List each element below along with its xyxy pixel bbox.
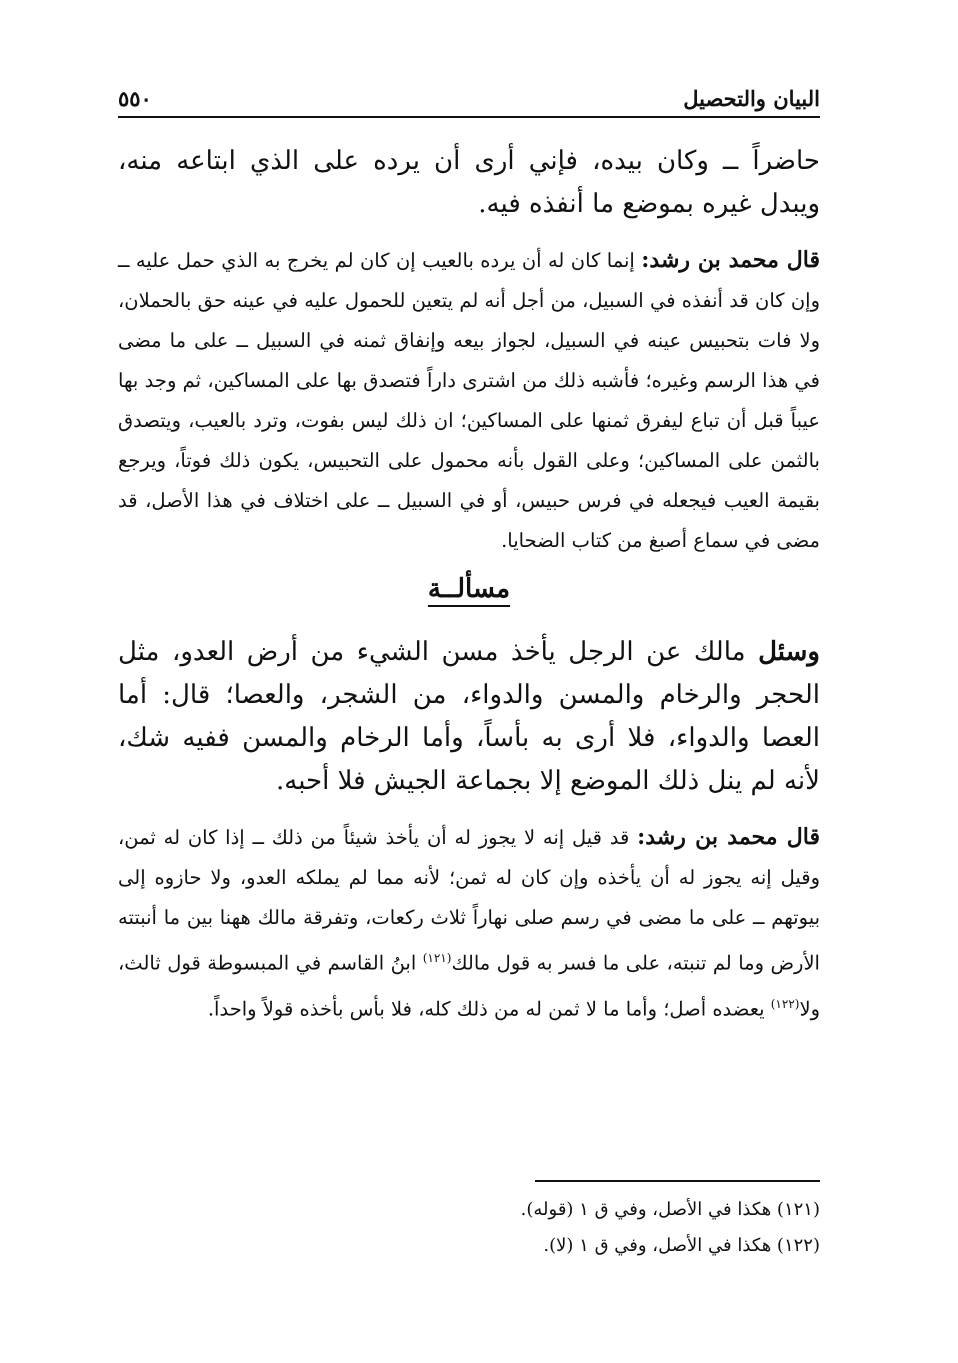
- commentary-paragraph-2: [118, 817, 820, 1029]
- commentary-paragraph-1: [118, 240, 820, 561]
- page-number: ٥٥٠: [118, 86, 152, 111]
- footnote-ref-122: (١٢٢): [770, 996, 800, 1011]
- question-paragraph: [118, 631, 820, 803]
- footnotes: [118, 1192, 820, 1264]
- paragraph-continuation: حاضراً ــ وكان بيده، فإني أرى أن يرده على الذي ابتاعه منه، ويبدل غيره بموضع ما أنفذه فيه.: [118, 146, 820, 219]
- footnote-divider: [535, 1180, 820, 1182]
- commentary-lead: قال محمد بن رشد:: [641, 247, 821, 273]
- commentary-text-b: ابنُ القاسم في المبسوطة قول ثالث، ولا: [118, 951, 820, 1020]
- commentary-lead: قال محمد بن رشد:: [637, 824, 821, 850]
- question-text: مالك عن الرجل يأخذ مسن الشيء من أرض العدو، مثل الحجر والرخام والمسن والدواء، من الشجر، والعصا؛ قال: أما العصا والدواء، فلا أرى به بأساً، وأما الرخام والمسن ففيه شك، لأنه لم ينل ذلك الموضع إلا بجماعة الجيش فلا أحبه.: [118, 637, 820, 796]
- question-lead: وسئل: [758, 637, 820, 667]
- footnote-122: (١٢٢) هكذا في الأصل، وفي ق ١ (لا).: [543, 1235, 820, 1256]
- commentary-text-c: يعضده أصل؛ وأما ما لا ثمن له من ذلك كله، فلا بأس بأخذه قولاً واحداً.: [207, 997, 771, 1020]
- section-heading: مسألــة: [427, 574, 511, 604]
- commentary-text: إنما كان له أن يرده بالعيب إن كان لم يخرج به الذي حمل عليه ــ وإن كان قد أنفذه في السبيل، من أجل أنه لم يتعين للحمول عليه في عينه حق بالحملان، ولا فات بتحبيس عينه في السبيل، لجواز بيعه وإنفاق ثمنه في السبيل ــ على ما مضى في هذا الرسم وغيره؛ فأشبه ذلك من اشترى داراً فتصدق بها على المساكين، ثم وجد بها عيباً قبل أن تباع ليفرق ثمنها على المساكين؛ ان ذلك ليس بفوت، وترد بالعيب، ويتصدق بالثمن على المساكين؛ وعلى القول بأنه محمول على التحبيس، يكون ذلك فوتاً، ويرجع بقيمة العيب فيجعله في فرس حبيس، أو في السبيل ــ على اختلاف في هذا الأصل، قد مضى في سماع أصبغ من كتاب الضحايا.: [118, 249, 820, 552]
- footnote-ref-121: (١٢١): [422, 951, 452, 965]
- book-title: البيان والتحصيل: [683, 86, 820, 111]
- running-header: [118, 86, 820, 118]
- commentary-text-a: قد قيل إنه لا يجوز له أن يأخذ شيئاً من ذلك ــ إذا كان له ثمن، وقيل إنه يجوز له أن يأخذه وإن كان له ثمن؛ لأنه مما لم يملكه العدو، ولا حازوه إلى بيوتهم ــ على ما مضى في رسم صلى نهاراً ثلاث ركعات، وتفرقة مالك ههنا بين ما أنبتته الأرض وما لم تنبته، على ما فسر به قول مالك: [118, 826, 820, 975]
- main-text: [118, 140, 820, 1029]
- footnote-121: (١٢١) هكذا في الأصل، وفي ق ١ (قوله).: [520, 1199, 820, 1220]
